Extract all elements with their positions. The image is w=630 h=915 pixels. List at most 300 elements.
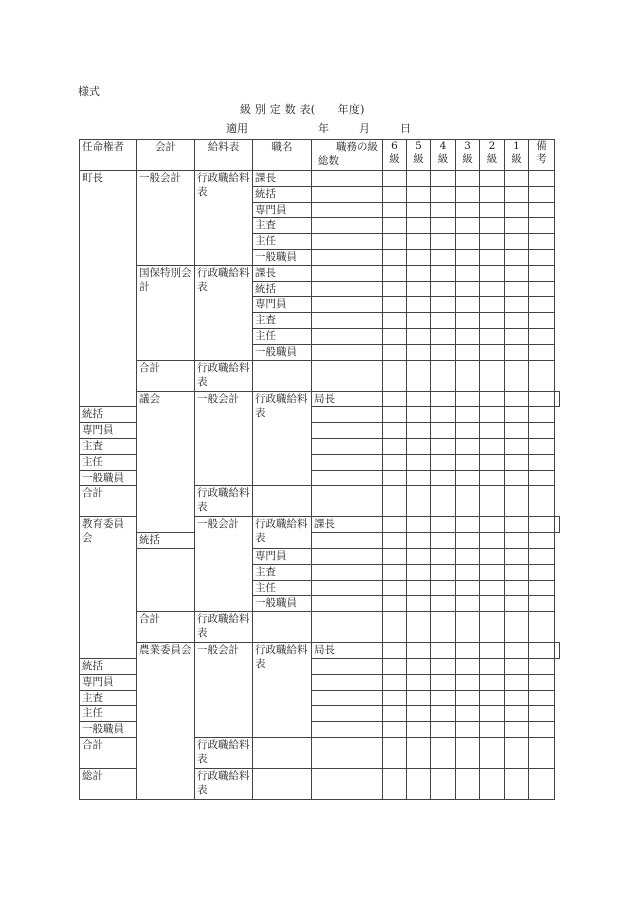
- value-cell[interactable]: [431, 643, 456, 659]
- value-cell[interactable]: [407, 548, 431, 564]
- value-cell[interactable]: [383, 218, 407, 234]
- value-cell[interactable]: [529, 328, 555, 344]
- value-cell[interactable]: [431, 737, 456, 768]
- value-cell[interactable]: [529, 596, 555, 612]
- job-title-cell: 主査: [80, 690, 137, 706]
- value-cell[interactable]: [529, 533, 555, 549]
- value-cell[interactable]: [480, 313, 505, 329]
- value-cell[interactable]: [505, 454, 529, 470]
- value-cell[interactable]: [407, 737, 431, 768]
- value-cell[interactable]: [529, 564, 555, 580]
- value-cell[interactable]: [312, 186, 383, 202]
- value-cell[interactable]: [431, 706, 456, 722]
- value-cell[interactable]: [383, 202, 407, 218]
- value-cell[interactable]: [529, 423, 555, 439]
- value-cell[interactable]: [529, 658, 555, 674]
- value-cell[interactable]: [480, 391, 505, 407]
- value-cell[interactable]: [456, 265, 480, 281]
- account-cell: 一般会計: [195, 643, 253, 738]
- value-cell[interactable]: [407, 533, 431, 549]
- value-cell[interactable]: [383, 612, 407, 643]
- value-cell[interactable]: [456, 202, 480, 218]
- value-cell[interactable]: [456, 391, 480, 407]
- value-cell[interactable]: [407, 564, 431, 580]
- value-cell[interactable]: [407, 722, 431, 738]
- value-cell[interactable]: [456, 768, 480, 799]
- value-cell[interactable]: [407, 658, 431, 674]
- value-cell[interactable]: [312, 548, 383, 564]
- value-cell[interactable]: [383, 486, 407, 517]
- value-cell[interactable]: [312, 674, 383, 690]
- value-cell[interactable]: [529, 548, 555, 564]
- job-title-cell: 一般職員: [253, 344, 312, 360]
- value-cell[interactable]: [480, 580, 505, 596]
- value-cell[interactable]: [480, 674, 505, 690]
- value-cell[interactable]: [431, 438, 456, 454]
- value-cell[interactable]: [431, 470, 456, 486]
- value-cell[interactable]: [505, 658, 529, 674]
- value-cell[interactable]: [407, 249, 431, 265]
- value-cell[interactable]: [529, 218, 555, 234]
- value-cell[interactable]: [407, 328, 431, 344]
- value-cell[interactable]: [407, 517, 431, 533]
- value-cell[interactable]: [456, 533, 480, 549]
- value-cell[interactable]: [407, 202, 431, 218]
- job-title-cell: 主査: [253, 218, 312, 234]
- value-cell[interactable]: [505, 186, 529, 202]
- value-cell[interactable]: [480, 454, 505, 470]
- value-cell[interactable]: [312, 486, 383, 517]
- value-cell[interactable]: [383, 658, 407, 674]
- value-cell[interactable]: [407, 580, 431, 596]
- value-cell[interactable]: [529, 391, 555, 407]
- value-cell[interactable]: [456, 486, 480, 517]
- value-cell[interactable]: [407, 454, 431, 470]
- value-cell[interactable]: [529, 281, 555, 297]
- value-cell[interactable]: [480, 564, 505, 580]
- value-cell[interactable]: [456, 249, 480, 265]
- value-cell[interactable]: [431, 674, 456, 690]
- value-cell[interactable]: [407, 423, 431, 439]
- value-cell[interactable]: [431, 486, 456, 517]
- header-grade-2: [480, 140, 505, 171]
- value-cell[interactable]: [456, 706, 480, 722]
- value-cell[interactable]: [383, 722, 407, 738]
- value-cell[interactable]: [456, 643, 480, 659]
- value-cell[interactable]: [431, 612, 456, 643]
- value-cell[interactable]: [505, 722, 529, 738]
- value-cell[interactable]: [480, 690, 505, 706]
- value-cell[interactable]: [505, 548, 529, 564]
- value-cell[interactable]: [505, 768, 529, 799]
- value-cell[interactable]: [407, 281, 431, 297]
- table-row: [80, 171, 560, 187]
- value-cell[interactable]: [312, 706, 383, 722]
- salary-table-cell: 行政職給料表: [253, 517, 312, 549]
- value-cell[interactable]: [431, 517, 456, 533]
- value-cell[interactable]: [529, 249, 555, 265]
- value-cell[interactable]: [312, 423, 383, 439]
- value-cell[interactable]: [431, 580, 456, 596]
- value-cell[interactable]: [456, 344, 480, 360]
- value-cell[interactable]: [456, 438, 480, 454]
- value-cell[interactable]: [383, 517, 407, 533]
- value-cell[interactable]: [312, 202, 383, 218]
- month-label: 月: [359, 122, 370, 135]
- value-cell[interactable]: [480, 737, 505, 768]
- value-cell[interactable]: [383, 690, 407, 706]
- value-cell[interactable]: [480, 202, 505, 218]
- value-cell[interactable]: [505, 737, 529, 768]
- value-cell[interactable]: [383, 186, 407, 202]
- value-cell[interactable]: [480, 218, 505, 234]
- value-cell[interactable]: [480, 533, 505, 549]
- value-cell[interactable]: [529, 643, 555, 659]
- value-cell[interactable]: [407, 313, 431, 329]
- value-cell[interactable]: [456, 548, 480, 564]
- value-cell[interactable]: [505, 407, 529, 423]
- value-cell[interactable]: [312, 360, 383, 391]
- value-cell[interactable]: [383, 706, 407, 722]
- salary-table-cell: 行政職給料表: [253, 391, 312, 486]
- value-cell[interactable]: [529, 438, 555, 454]
- value-cell[interactable]: [529, 171, 555, 187]
- value-cell[interactable]: [529, 470, 555, 486]
- value-cell[interactable]: [312, 580, 383, 596]
- value-cell[interactable]: [505, 249, 529, 265]
- value-cell[interactable]: [407, 344, 431, 360]
- value-cell[interactable]: [431, 454, 456, 470]
- header-job-grade-total: [312, 140, 383, 171]
- value-cell[interactable]: [456, 454, 480, 470]
- value-cell[interactable]: [431, 297, 456, 313]
- value-cell[interactable]: [456, 517, 480, 533]
- value-cell[interactable]: [529, 313, 555, 329]
- value-cell[interactable]: [383, 391, 407, 407]
- value-cell[interactable]: [529, 407, 555, 423]
- salary-table-cell: 行政職給料表: [195, 612, 253, 643]
- value-cell[interactable]: [456, 580, 480, 596]
- value-cell[interactable]: [383, 265, 407, 281]
- value-cell[interactable]: [480, 658, 505, 674]
- value-cell[interactable]: [456, 737, 480, 768]
- value-cell[interactable]: [383, 407, 407, 423]
- value-cell[interactable]: [431, 344, 456, 360]
- value-cell[interactable]: [529, 360, 555, 391]
- value-cell[interactable]: [312, 328, 383, 344]
- value-cell[interactable]: [480, 517, 505, 533]
- value-cell[interactable]: [505, 344, 529, 360]
- value-cell[interactable]: [407, 265, 431, 281]
- value-cell[interactable]: [431, 564, 456, 580]
- value-cell[interactable]: [480, 171, 505, 187]
- header-grade-6: [383, 140, 407, 171]
- value-cell[interactable]: [312, 454, 383, 470]
- value-cell[interactable]: [407, 297, 431, 313]
- value-cell[interactable]: [407, 186, 431, 202]
- value-cell[interactable]: [456, 186, 480, 202]
- value-cell[interactable]: [529, 580, 555, 596]
- value-cell[interactable]: [407, 706, 431, 722]
- value-cell[interactable]: [505, 202, 529, 218]
- salary-table-cell: 行政職給料表: [195, 265, 253, 360]
- value-cell[interactable]: [480, 768, 505, 799]
- value-cell[interactable]: [480, 612, 505, 643]
- value-cell[interactable]: [529, 612, 555, 643]
- value-cell[interactable]: [407, 171, 431, 187]
- value-cell[interactable]: [480, 265, 505, 281]
- value-cell[interactable]: [407, 407, 431, 423]
- value-cell[interactable]: [480, 470, 505, 486]
- value-cell[interactable]: [383, 533, 407, 549]
- value-cell[interactable]: [456, 690, 480, 706]
- value-cell[interactable]: [529, 737, 555, 768]
- value-cell[interactable]: [431, 391, 456, 407]
- value-cell[interactable]: [505, 643, 529, 659]
- value-cell[interactable]: [456, 218, 480, 234]
- value-cell[interactable]: [431, 186, 456, 202]
- value-cell[interactable]: [480, 706, 505, 722]
- value-cell[interactable]: [312, 690, 383, 706]
- value-cell[interactable]: [505, 281, 529, 297]
- value-cell[interactable]: [383, 171, 407, 187]
- value-cell[interactable]: [505, 234, 529, 250]
- value-cell[interactable]: [312, 218, 383, 234]
- value-cell[interactable]: [480, 344, 505, 360]
- value-cell[interactable]: [529, 706, 555, 722]
- value-cell[interactable]: [407, 486, 431, 517]
- value-cell[interactable]: [312, 249, 383, 265]
- value-cell[interactable]: [480, 186, 505, 202]
- value-cell[interactable]: [312, 564, 383, 580]
- value-cell[interactable]: [383, 564, 407, 580]
- value-cell[interactable]: [407, 470, 431, 486]
- value-cell[interactable]: [505, 218, 529, 234]
- value-cell[interactable]: [407, 643, 431, 659]
- job-title-cell: 主任: [253, 234, 312, 250]
- value-cell[interactable]: [312, 596, 383, 612]
- salary-table-cell: 行政職給料表: [195, 768, 253, 799]
- value-cell[interactable]: [480, 722, 505, 738]
- value-cell[interactable]: [312, 171, 383, 187]
- job-title-cell: 主任: [80, 706, 137, 722]
- value-cell[interactable]: [383, 674, 407, 690]
- value-cell[interactable]: [431, 202, 456, 218]
- value-cell[interactable]: [480, 234, 505, 250]
- value-cell[interactable]: [505, 313, 529, 329]
- value-cell[interactable]: [312, 722, 383, 738]
- value-cell[interactable]: [505, 297, 529, 313]
- value-cell[interactable]: [480, 423, 505, 439]
- value-cell[interactable]: [312, 281, 383, 297]
- value-cell[interactable]: [383, 344, 407, 360]
- value-cell[interactable]: [505, 533, 529, 549]
- value-cell[interactable]: [505, 674, 529, 690]
- value-cell[interactable]: [480, 596, 505, 612]
- value-cell[interactable]: [312, 407, 383, 423]
- value-cell[interactable]: [431, 423, 456, 439]
- table-body: [80, 171, 560, 800]
- value-cell[interactable]: [431, 249, 456, 265]
- value-cell[interactable]: [383, 438, 407, 454]
- value-cell[interactable]: [312, 768, 383, 799]
- value-cell[interactable]: [456, 423, 480, 439]
- value-cell[interactable]: [505, 612, 529, 643]
- value-cell[interactable]: [383, 360, 407, 391]
- value-cell[interactable]: [480, 360, 505, 391]
- value-cell[interactable]: [383, 643, 407, 659]
- value-cell[interactable]: [312, 297, 383, 313]
- value-cell[interactable]: [407, 612, 431, 643]
- value-cell[interactable]: [480, 643, 505, 659]
- value-cell[interactable]: [505, 438, 529, 454]
- value-cell[interactable]: [456, 722, 480, 738]
- value-cell[interactable]: [431, 596, 456, 612]
- value-cell[interactable]: [529, 768, 555, 799]
- value-cell[interactable]: [431, 360, 456, 391]
- value-cell[interactable]: [505, 391, 529, 407]
- value-cell[interactable]: [529, 454, 555, 470]
- value-cell[interactable]: [431, 218, 456, 234]
- value-cell[interactable]: [555, 643, 560, 659]
- value-cell[interactable]: [407, 674, 431, 690]
- value-cell[interactable]: [505, 486, 529, 517]
- value-cell[interactable]: [505, 171, 529, 187]
- value-cell[interactable]: [407, 438, 431, 454]
- value-cell[interactable]: [456, 297, 480, 313]
- value-cell[interactable]: [529, 186, 555, 202]
- value-cell[interactable]: [407, 218, 431, 234]
- value-cell[interactable]: [312, 344, 383, 360]
- value-cell[interactable]: [456, 234, 480, 250]
- value-cell[interactable]: [456, 313, 480, 329]
- value-cell[interactable]: [407, 360, 431, 391]
- value-cell[interactable]: [407, 391, 431, 407]
- value-cell[interactable]: [480, 249, 505, 265]
- value-cell[interactable]: [383, 234, 407, 250]
- value-cell[interactable]: [529, 265, 555, 281]
- value-cell[interactable]: [431, 533, 456, 549]
- value-cell[interactable]: [431, 265, 456, 281]
- value-cell[interactable]: [456, 658, 480, 674]
- value-cell[interactable]: [407, 768, 431, 799]
- value-cell[interactable]: [505, 360, 529, 391]
- value-cell[interactable]: [529, 344, 555, 360]
- value-cell[interactable]: [431, 407, 456, 423]
- value-cell[interactable]: [383, 297, 407, 313]
- value-cell[interactable]: [505, 706, 529, 722]
- value-cell[interactable]: [529, 202, 555, 218]
- value-cell[interactable]: [383, 768, 407, 799]
- value-cell[interactable]: [456, 281, 480, 297]
- value-cell[interactable]: [505, 596, 529, 612]
- value-cell[interactable]: [480, 486, 505, 517]
- value-cell[interactable]: [383, 737, 407, 768]
- value-cell[interactable]: [431, 313, 456, 329]
- job-title-cell: 専門員: [253, 297, 312, 313]
- value-cell[interactable]: [383, 328, 407, 344]
- value-cell[interactable]: [555, 391, 560, 407]
- value-cell[interactable]: [529, 297, 555, 313]
- value-cell[interactable]: [529, 234, 555, 250]
- value-cell[interactable]: [431, 171, 456, 187]
- value-cell[interactable]: [505, 690, 529, 706]
- value-cell[interactable]: [456, 674, 480, 690]
- value-cell[interactable]: [505, 265, 529, 281]
- value-cell[interactable]: [431, 768, 456, 799]
- value-cell[interactable]: [383, 249, 407, 265]
- value-cell[interactable]: [505, 580, 529, 596]
- value-cell[interactable]: [312, 234, 383, 250]
- value-cell[interactable]: [383, 596, 407, 612]
- value-cell[interactable]: [505, 564, 529, 580]
- value-cell[interactable]: [383, 281, 407, 297]
- value-cell[interactable]: [312, 533, 383, 549]
- value-cell[interactable]: [529, 517, 555, 533]
- value-cell[interactable]: [480, 297, 505, 313]
- value-cell[interactable]: [480, 328, 505, 344]
- value-cell[interactable]: [407, 596, 431, 612]
- value-cell[interactable]: [480, 281, 505, 297]
- value-cell[interactable]: [383, 313, 407, 329]
- value-cell[interactable]: [431, 690, 456, 706]
- value-cell[interactable]: [407, 690, 431, 706]
- value-cell[interactable]: [505, 423, 529, 439]
- value-cell[interactable]: [456, 612, 480, 643]
- value-cell[interactable]: [480, 438, 505, 454]
- value-cell[interactable]: [431, 548, 456, 564]
- value-cell[interactable]: [312, 612, 383, 643]
- value-cell[interactable]: [555, 517, 560, 533]
- value-cell[interactable]: [312, 470, 383, 486]
- header-remarks: [529, 140, 555, 171]
- value-cell[interactable]: [312, 658, 383, 674]
- value-cell[interactable]: [456, 470, 480, 486]
- value-cell[interactable]: [529, 722, 555, 738]
- value-cell[interactable]: [312, 313, 383, 329]
- value-cell[interactable]: [456, 564, 480, 580]
- value-cell[interactable]: [456, 596, 480, 612]
- value-cell[interactable]: [505, 328, 529, 344]
- value-cell[interactable]: [312, 438, 383, 454]
- value-cell[interactable]: [383, 548, 407, 564]
- value-cell[interactable]: [431, 234, 456, 250]
- day-label: 日: [400, 122, 411, 135]
- value-cell[interactable]: [431, 722, 456, 738]
- value-cell[interactable]: [456, 328, 480, 344]
- value-cell[interactable]: [456, 171, 480, 187]
- value-cell[interactable]: [505, 517, 529, 533]
- value-cell[interactable]: [383, 454, 407, 470]
- value-cell[interactable]: [431, 281, 456, 297]
- value-cell[interactable]: [383, 580, 407, 596]
- value-cell[interactable]: [529, 690, 555, 706]
- value-cell[interactable]: [407, 234, 431, 250]
- value-cell[interactable]: [456, 407, 480, 423]
- value-cell[interactable]: [529, 674, 555, 690]
- value-cell[interactable]: [431, 328, 456, 344]
- value-cell[interactable]: [312, 265, 383, 281]
- value-cell[interactable]: [529, 486, 555, 517]
- value-cell[interactable]: [480, 548, 505, 564]
- value-cell[interactable]: [383, 423, 407, 439]
- value-cell[interactable]: [431, 658, 456, 674]
- value-cell[interactable]: [505, 470, 529, 486]
- value-cell[interactable]: [312, 737, 383, 768]
- value-cell[interactable]: [456, 360, 480, 391]
- value-cell[interactable]: [383, 470, 407, 486]
- value-cell[interactable]: [480, 407, 505, 423]
